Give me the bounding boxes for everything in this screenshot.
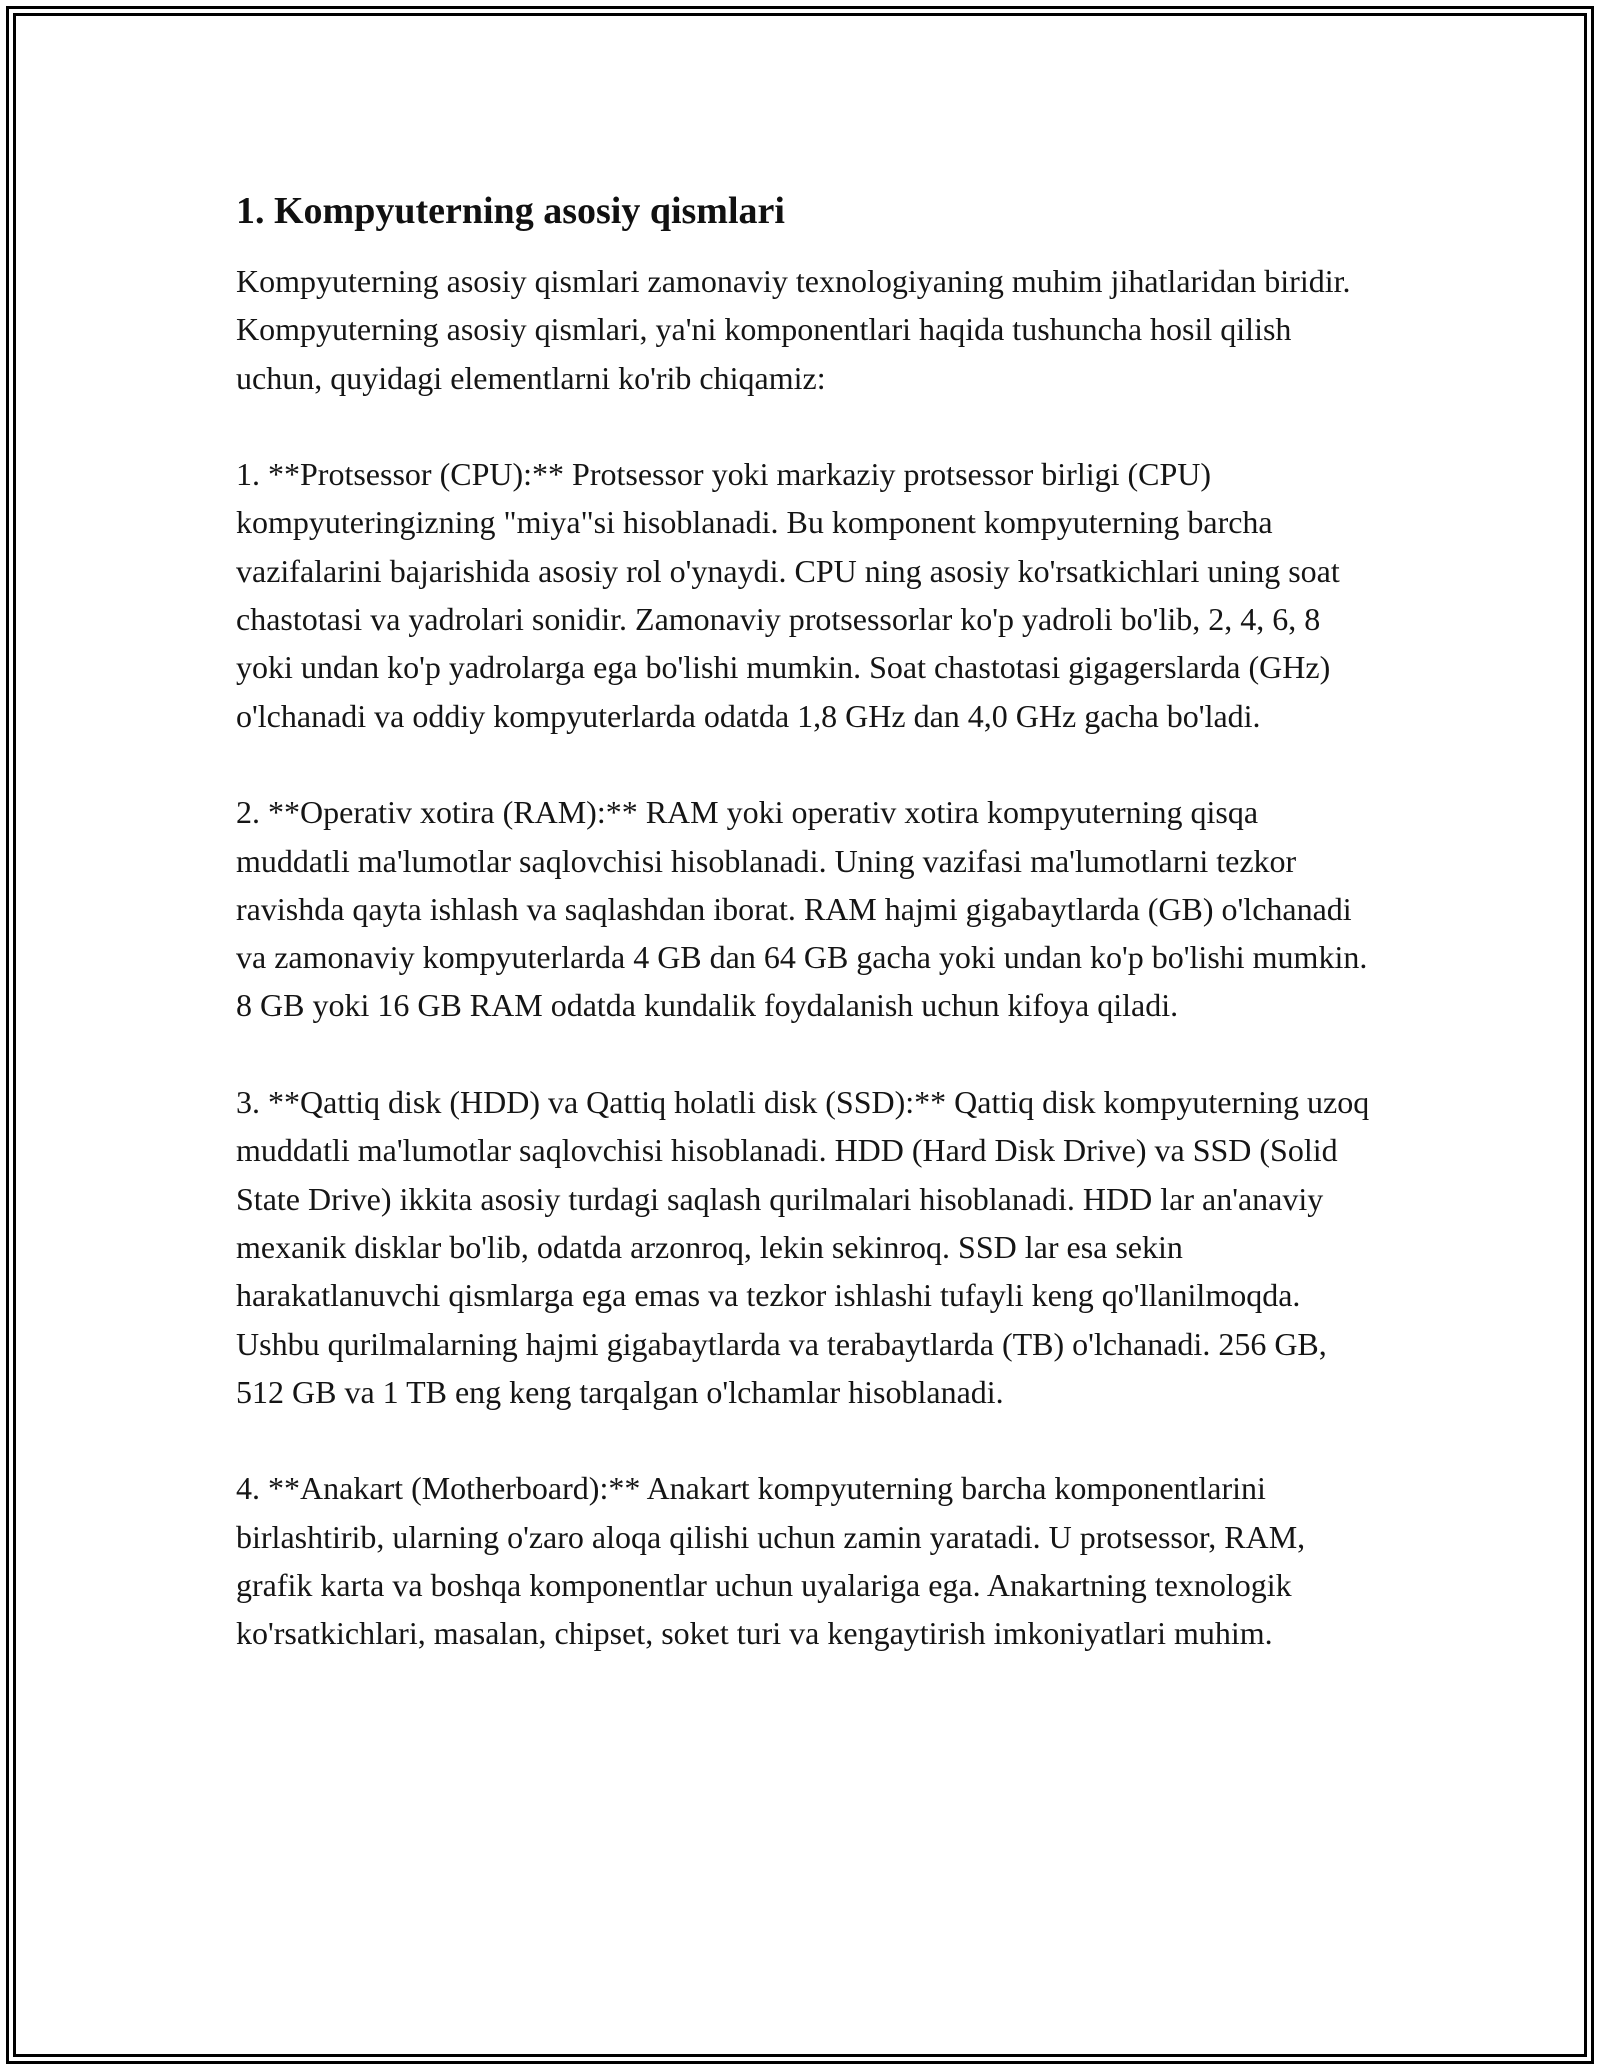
paragraph-storage: 3. **Qattiq disk (HDD) va Qattiq holatli disk (SSD):** Qattiq disk kompyuterning uzoq muddatli ma'lumotlar saqlovchisi hisoblanadi. HDD (Hard Disk Drive) va SSD (Solid State Drive) ikkita asosiy turdagi saqlash qurilmalari hisoblanadi. HDD lar an'anaviy mexanik disklar bo'lib, odatda arzonroq, lekin sekinroq. SSD lar esa sekin harakatlanuvchi qismlarga ega emas va tezkor ishlashi tufayli keng qo'llanilmoqda. Ushbu qurilmalarning hajmi gigabaytlarda va terabaytlarda (TB) o'lchanadi. 256 GB, 512 GB va 1 TB eng keng tarqalgan o'lchamlar hisoblanadi. bbox=[236, 1084, 1370, 1410]
paragraph-ram: 2. **Operativ xotira (RAM):** RAM yoki operativ xotira kompyuterning qisqa muddatli ma'lumotlar saqlovchisi hisoblanadi. Uning vazifasi ma'lumotlarni tezkor ravishda qayta ishlash va saqlashdan iborat. RAM hajmi gigabaytlarda (GB) o'lchanadi va zamonaviy kompyuterlarda 4 GB dan 64 GB gacha yoki undan ko'p bo'lishi mumkin. 8 GB yoki 16 GB RAM odatda kundalik foydalanish uchun kifoya qiladi. bbox=[236, 794, 1368, 1024]
paragraph-motherboard: 4. **Anakart (Motherboard):** Anakart kompyuterning barcha komponentlarini birlashtirib, ularning o'zaro aloqa qilishi uchun zamin yaratadi. U protsessor, RAM, grafik karta va boshqa komponentlar uchun uyalariga ega. Anakartning texnologik ko'rsatkichlari, masalan, chipset, soket turi va kengaytirish imkoniyatlari muhim. bbox=[236, 1470, 1306, 1652]
document-body bbox=[236, 185, 1376, 1706]
document-title: 1. Kompyuterning asosiy qismlari bbox=[236, 190, 785, 232]
paragraph-cpu: 1. **Protsessor (CPU):** Protsessor yoki markaziy protsessor birligi (CPU) kompyuteringizning "miya"si hisoblanadi. Bu komponent kompyuterning barcha vazifalarini bajarishida asosiy rol o'ynaydi. CPU ning asosiy ko'rsatkichlari uning soat chastotasi va yadrolari sonidir. Zamonaviy protsessorlar ko'p yadroli bo'lib, 2, 4, 6, 8 yoki undan ko'p yadrolarga ega bo'lishi mumkin. Soat chastotasi gigagerslarda (GHz) o'lchanadi va oddiy kompyuterlarda odatda 1,8 GHz dan 4,0 GHz gacha bo'ladi. bbox=[236, 456, 1340, 734]
paragraph-intro: Kompyuterning asosiy qismlari zamonaviy texnologiyaning muhim jihatlaridan biridir. Kompyuterning asosiy qismlari, ya'ni komponentlari haqida tushuncha hosil qilish uchun, quyidagi elementlarni ko'rib chiqamiz: bbox=[236, 263, 1351, 396]
